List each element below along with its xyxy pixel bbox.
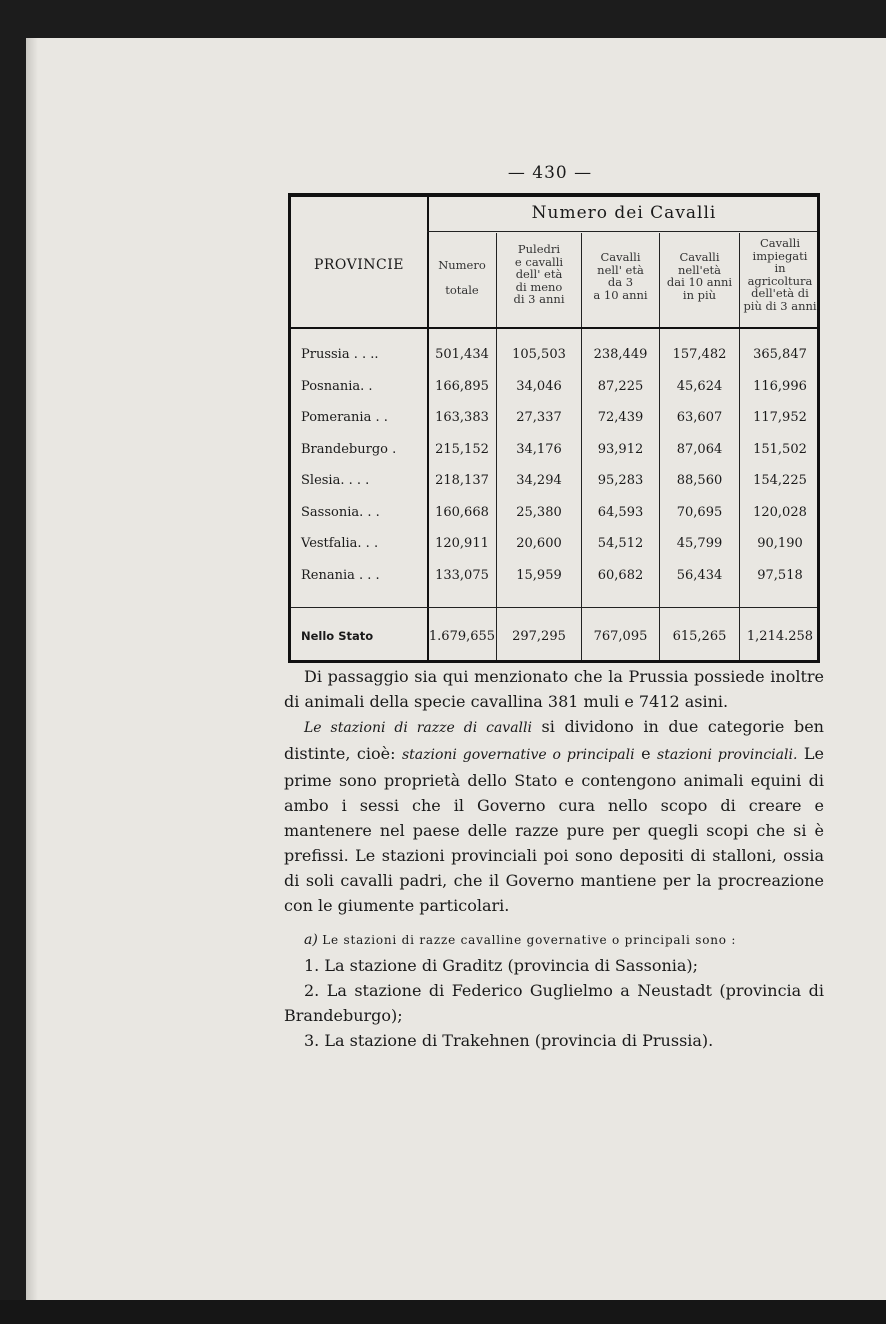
table-cell: 34,294 [516,473,562,488]
table-cell: 87,225 [597,378,644,394]
table-cell: 154,225 [753,473,807,488]
table-cell: 218,137 [435,473,489,488]
table-cell: 87,064 [676,441,723,457]
table-body-rule [291,327,817,329]
col-header-total [428,259,496,297]
list-item: 1. La stazione di Graditz (provincia di Sassonia); [304,956,699,975]
table-cell: 20,600 [516,536,562,551]
total-row-label: Nello Stato [301,629,374,643]
italic-term: stazioni governative o principali [401,747,635,763]
table-cell: 97,518 [757,567,803,583]
table-cell: 45,624 [676,378,723,394]
table-cell: 25,380 [516,504,562,520]
list-item: 2. La stazione di Federico Guglielmo a Neustadt (provincia di Brandeburgo); [284,981,824,1025]
scan-bottom-edge [0,1300,886,1324]
page-gutter-shade [26,38,38,1300]
total-cell: 615,265 [672,629,727,644]
table-main-header: Numero dei Cavalli [531,203,717,223]
total-cell: 1,214.258 [746,629,814,644]
text-run: Le prime sono proprietà dello Stato e contengono animali equini di ambo i sessi che il Governo cura nello scopo di creare e mantenere nel paese delle razze pure per quegli scopi che si è prefissi. Le stazioni provinciali poi sono depositi di stalloni, ossia di soli cavalli padri, che il Governo mantiene per la procreazione con le giumente particolari. [284,744,824,915]
table-cell: 120,911 [435,536,489,551]
table-cell: 56,434 [676,567,723,583]
table-cell: 95,283 [597,473,644,488]
table-total-rule [291,607,817,608]
table-cell: 133,075 [435,567,489,583]
table-cell: 64,593 [597,504,644,520]
row-province-label: Renania . . . [301,567,380,583]
table-cell: 160,668 [435,504,489,520]
col-header-label: Puledri e cavalli dell' età di meno di 3 anni [513,242,565,306]
horses-table [288,193,820,663]
table-provinces-header: PROVINCIE [313,257,405,273]
table-cell: 157,482 [672,347,727,362]
col-header-10plus [660,251,739,301]
page-number: — 430 — [507,163,593,183]
total-cell: 1.679,655 [428,629,496,644]
col-header-label: Numero totale [438,258,486,297]
row-province-label: Sassonia. . . [301,504,380,520]
table-cell: 90,190 [757,536,803,551]
col-header-foals [497,243,581,306]
col-header-label: Cavalli impiegati in agricoltura dell'età di più di 3 anni [743,236,817,313]
col-header-3-10 [582,251,659,301]
section-prefix: a) [304,932,323,948]
table-cell: 34,176 [516,441,562,457]
row-province-label: Prussia . . .. [301,347,379,362]
row-province-label: Pomerania . . [301,410,388,425]
table-cell: 27,337 [516,410,562,425]
table-cell: 72,439 [597,410,644,425]
table-cell: 151,502 [753,441,807,457]
table-cell: 63,607 [676,410,723,425]
list-item: 3. La stazione di Trakehnen (provincia di Prussia). [304,1031,714,1050]
body-text [284,664,824,1053]
table-cell: 365,847 [753,347,807,362]
paragraph-2 [284,714,824,918]
col-header-agriculture [740,237,820,312]
text-run: e [634,744,658,763]
paragraph-1: Di passaggio sia qui menzionato che la Prussia possiede inoltre di animali della specie cavallina 381 muli e 7412 asini. [284,667,824,711]
table-cell: 34,046 [516,378,562,394]
table-cell: 501,434 [435,347,489,362]
row-province-label: Vestfalia. . . [301,536,379,551]
table-cell: 120,028 [753,504,807,520]
total-cell: 297,295 [512,629,566,644]
table-cell: 215,152 [435,441,489,457]
table-cell: 70,695 [676,504,723,520]
table-cell: 163,383 [435,410,489,425]
table-cell: 116,996 [753,378,807,394]
section-title: Le stazioni di razze cavalline governative o principali sono : [322,933,737,947]
table-cell: 88,560 [676,473,723,488]
italic-term: stazioni provinciali. [657,747,798,763]
table-cell: 105,503 [512,347,566,362]
table-cell: 117,952 [753,410,807,425]
col-header-label: Cavalli nell'età dai 10 anni in più [666,250,733,302]
table-cell: 45,799 [676,536,723,551]
table-cell: 15,959 [516,567,562,583]
italic-term: Le stazioni di razze di cavalli [304,720,532,736]
table-cell: 238,449 [593,347,648,362]
text-run: si dividono in due categorie ben distinte, cioè: [284,717,824,763]
table-cell: 60,682 [597,567,644,583]
col-header-label: Cavalli nell' età da 3 a 10 anni [593,250,648,302]
row-province-label: Posnania. . [301,378,373,394]
section-heading [284,926,824,953]
table-header-rule [427,231,817,232]
row-province-label: Brandeburgo . [301,441,397,457]
table-cell: 54,512 [597,536,644,551]
table-cell: 166,895 [435,378,489,394]
table-cell: 93,912 [597,441,644,457]
total-cell: 767,095 [593,629,648,644]
row-province-label: Slesia. . . . [301,473,370,488]
